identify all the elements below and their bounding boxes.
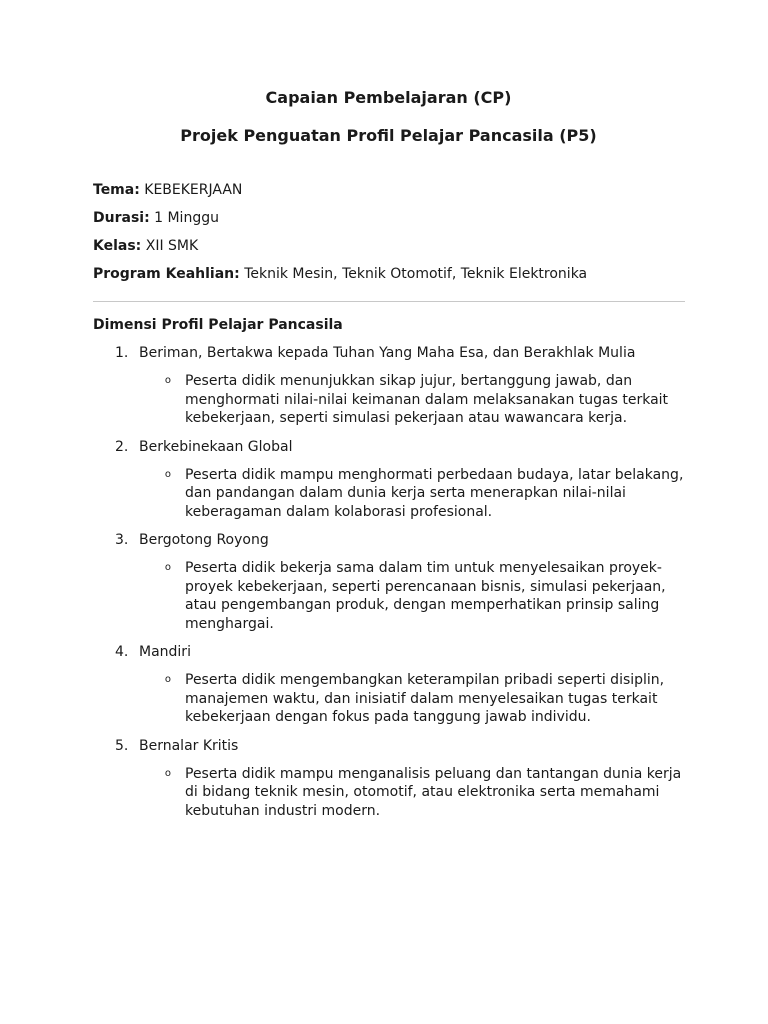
dimension-list (93, 344, 684, 820)
point-text: Peserta didik mampu menghormati perbedaan budaya, latar belakang, dan pandangan dalam dunia kerja serta menerapkan nilai-nilai keberagaman dalam kolaborasi profesional. (185, 466, 684, 520)
dimension-point (93, 466, 684, 522)
meta-durasi (93, 209, 684, 227)
document-title: Capaian Pembelajaran (CP) (265, 88, 512, 107)
meta-kelas-value: XII SMK (141, 238, 199, 254)
point-text: Peserta didik mampu menganalisis peluang dan tantangan dunia kerja di bidang teknik mesin, otomotif, atau elektronika serta memahami kebutuhan industri modern. (185, 765, 682, 819)
circle-bullet-icon: o (164, 468, 171, 480)
point-text: Peserta didik menunjukkan sikap jujur, bertanggung jawab, dan menghormati nilai-nilai keimanan dalam melaksanakan tugas terkait kebekerjaan, seperti simulasi pekerjaan atau wawancara kerja. (185, 373, 669, 426)
dimension-point (93, 765, 684, 821)
meta-block (93, 181, 684, 283)
dimension-title: Beriman, Bertakwa kepada Tuhan Yang Maha Esa, dan Berakhlak Mulia (139, 345, 636, 361)
circle-bullet-icon: o (164, 674, 171, 685)
dimension-item (93, 737, 684, 821)
dimension-point (93, 372, 684, 428)
document-subtitle: Projek Penguatan Profil Pelajar Pancasila (P5) (180, 126, 597, 145)
dimension-number: 2. (115, 438, 129, 455)
meta-tema-value: KEBEKERJAAN (139, 182, 243, 198)
dimension-point (93, 671, 684, 727)
divider (93, 301, 685, 302)
circle-bullet-icon: o (164, 767, 171, 779)
meta-tema (93, 181, 684, 199)
dimension-number: 1. (115, 345, 129, 361)
meta-program-value: Teknik Mesin, Teknik Otomotif, Teknik Elektronika (239, 266, 588, 282)
circle-bullet-icon: o (164, 562, 171, 573)
dimension-title: Berkebinekaan Global (139, 438, 293, 455)
meta-kelas (93, 237, 684, 255)
meta-durasi-label: Durasi: (93, 210, 150, 226)
circle-bullet-icon: o (164, 375, 171, 386)
dimension-number: 3. (115, 532, 129, 548)
dimension-title: Bergotong Royong (139, 532, 269, 548)
meta-program (93, 265, 684, 283)
point-text: Peserta didik bekerja sama dalam tim untuk menyelesaikan proyek-proyek kebekerjaan, seperti perencanaan bisnis, simulasi pekerjaan, atau pengembangan produk, dengan memperhatikan prinsip saling menghargai. (185, 560, 666, 632)
dimension-number: 4. (115, 644, 129, 660)
meta-kelas-label: Kelas: (93, 238, 142, 254)
meta-tema-label: Tema: (93, 182, 140, 198)
dimension-item (93, 344, 684, 428)
point-text: Peserta didik mengembangkan keterampilan pribadi seperti disiplin, manajemen waktu, dan inisiatif dalam menyelesaikan tugas terkait kebekerjaan dengan fokus pada tanggung jawab individu. (185, 672, 665, 725)
dimension-number: 5. (115, 737, 129, 754)
dimension-title: Mandiri (139, 644, 191, 660)
dimension-item (93, 531, 684, 633)
dimension-title: Bernalar Kritis (139, 737, 239, 754)
dimension-item (93, 438, 684, 522)
dimension-item (93, 643, 684, 727)
section-heading: Dimensi Profil Pelajar Pancasila (93, 317, 343, 333)
dimension-point (93, 559, 684, 633)
meta-program-label: Program Keahlian: (93, 266, 240, 282)
meta-durasi-value: 1 Minggu (149, 210, 219, 226)
